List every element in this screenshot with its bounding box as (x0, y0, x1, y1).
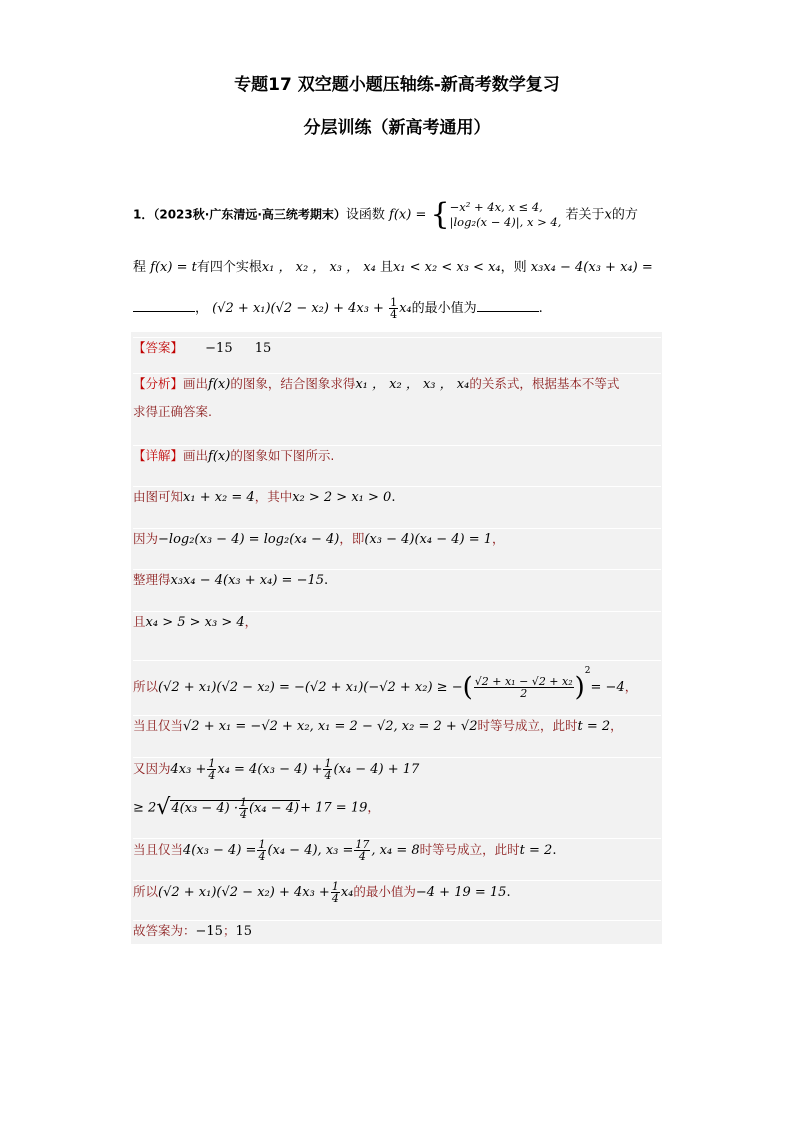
document-title: 专题17 双空题小题压轴练-新高考数学复习 (234, 75, 560, 95)
final-text: ； (222, 923, 236, 938)
step-text: . (506, 885, 511, 900)
step-math: ≥ 2 (133, 800, 157, 816)
denominator: 4 (358, 850, 366, 863)
step-text: . (552, 843, 557, 858)
fraction-quarter (331, 881, 340, 904)
step-math: (√2 + x₁)(√2 − x₂) + 4x₃ + (158, 885, 330, 900)
step-text: 时等号成立，此时 (419, 842, 520, 857)
final-answer (133, 920, 661, 942)
step-text: . (391, 490, 396, 505)
step-math: (x₄ − 4) + 17 (333, 762, 420, 777)
analysis-text: 的图象，结合图象求得 (230, 376, 356, 391)
answer-value-1: −15 (205, 341, 233, 356)
step-math: x₂ > 2 > x₁ > 0 (292, 490, 392, 505)
document-subtitle: 分层训练（新高考通用） (303, 118, 491, 138)
step-math: (x₃ − 4)(x₄ − 4) = 1 (364, 532, 493, 547)
fraction-quarter (239, 797, 248, 820)
step-math: t = 2 (577, 719, 611, 734)
detail-text: 画出 (183, 448, 209, 463)
step-4 (133, 611, 661, 633)
step-math: −4 + 19 = 15 (415, 885, 507, 900)
detail-label: 【详解】 (133, 448, 184, 463)
numerator: 17 (355, 838, 370, 851)
detail-row (133, 445, 661, 467)
step-math: 4x₃ + (170, 762, 207, 777)
analysis-label: 【分析】 (133, 376, 184, 391)
question-text: 的方 (611, 207, 638, 223)
equals-sign: = (415, 207, 427, 223)
step-text: 当且仅当 (133, 718, 184, 733)
piecewise-cases (450, 200, 562, 230)
step-math: , x₄ = 8 (371, 843, 420, 858)
step-1 (133, 486, 661, 508)
question-text: 程 (133, 260, 147, 275)
case-1: −x² + 4x, x ≤ 4, (449, 200, 543, 214)
expression-2: (√2 + x₁)(√2 − x₂) + 4x₃ + (212, 301, 384, 316)
function-name: f(x) (208, 377, 231, 392)
function-name: f(x) (389, 207, 412, 223)
step-10 (133, 880, 661, 904)
separator: ， (195, 301, 209, 316)
fraction-quarter (207, 758, 216, 781)
fraction-avg (474, 676, 574, 699)
question-text: 若关于 (565, 207, 605, 223)
step-math: 4(x₃ − 4) · (171, 800, 238, 816)
step-math: x₄ = 4(x₃ − 4) + (217, 762, 323, 777)
numerator: 1 (258, 838, 266, 851)
step-math: x₄ > 5 > x₃ > 4 (145, 615, 245, 630)
step-math: √2 + x₁ = −√2 + x₂, x₁ = 2 − √2, x₂ = 2 + √2 (183, 719, 478, 734)
analysis-row (133, 373, 661, 395)
step-text: 所以 (133, 679, 159, 694)
denominator: 4 (258, 850, 266, 863)
question-text: 的最小值为 (411, 301, 477, 316)
bracket-open: ( (462, 672, 473, 703)
case-2: |log₂(x − 4)|, x > 4, (449, 215, 562, 229)
step-math: (√2 + x₁)(√2 − x₂) = −(√2 + x₁)(−√2 + x₂) ≥ − (158, 680, 463, 695)
variables-list: x₁ ， x₂ ， x₃ ， x₄ (355, 377, 470, 392)
piecewise-brace: { (430, 197, 450, 232)
question-text: 有四个实根 (196, 260, 262, 275)
step-math: (x₄ − 4), x₃ = (267, 843, 354, 858)
step-text: ， (367, 799, 380, 815)
step-text: ，即 (339, 531, 365, 546)
step-math: x₄ (340, 885, 354, 900)
bracket-close: ) (574, 672, 585, 703)
step-math: + 17 = 19 (300, 800, 368, 816)
answer-blank-2[interactable] (477, 299, 539, 312)
step-text: 时等号成立，此时 (477, 718, 578, 733)
step-3 (133, 569, 661, 591)
step-text: ， (624, 679, 638, 694)
step-text: 又因为 (133, 761, 171, 776)
step-math: x₃x₄ − 4(x₃ + x₄) = −15 (170, 573, 325, 588)
sqrt-sign: √ (156, 795, 171, 820)
step-text: ， (610, 718, 623, 733)
denominator: 4 (208, 769, 216, 782)
analysis-text: 的关系式，根据基本不等式 (469, 376, 620, 391)
analysis-text: 求得正确答案. (133, 404, 212, 419)
question-text: 且 (379, 260, 393, 275)
fraction-quarter (389, 297, 398, 320)
step-math: x₁ + x₂ = 4 (183, 490, 255, 505)
step-5 (133, 660, 661, 701)
numerator: √2 + x₁ − √2 + x₂ (474, 675, 573, 688)
answer-blank-1[interactable] (133, 299, 195, 312)
detail-text: 的图象如下图所示. (230, 448, 335, 463)
roots-order: x₁ < x₂ < x₃ < x₄ (392, 260, 501, 275)
step-text: 当且仅当 (133, 842, 184, 857)
answer-label: 【答案】 (133, 340, 184, 355)
final-value-1: −15 (195, 924, 223, 939)
answer-row (133, 337, 661, 359)
question-number: 1． (133, 207, 154, 222)
step-8 (133, 795, 661, 821)
period: . (538, 301, 543, 316)
fraction-quarter (323, 758, 332, 781)
step-math: (x₄ − 4) (248, 800, 300, 816)
numerator: 1 (239, 795, 247, 809)
step-6 (133, 715, 661, 737)
step-text: ， (492, 531, 505, 546)
step-2 (133, 528, 661, 550)
roots-list: x₁ ， x₂ ， x₃ ， x₄ (261, 260, 376, 275)
analysis-row-2 (133, 402, 661, 423)
denominator: 2 (520, 687, 528, 700)
step-text: . (324, 573, 329, 588)
numerator: 1 (208, 757, 216, 770)
expression-2-tail: x₄ (399, 301, 412, 316)
fraction-quarter (257, 839, 266, 862)
equation: f(x) = t (150, 260, 197, 275)
step-math: = −4 (590, 680, 625, 695)
expression-1: x₃x₄ − 4(x₃ + x₄) = (530, 260, 653, 275)
function-name: f(x) (208, 449, 231, 464)
analysis-text: 画出 (183, 376, 209, 391)
step-math: 4(x₃ − 4) = (183, 843, 257, 858)
fraction-17-4 (354, 839, 370, 862)
final-value-2: 15 (235, 924, 253, 939)
question-text: ，则 (500, 260, 527, 275)
numerator: 1 (331, 880, 339, 893)
sqrt-content (170, 795, 300, 821)
answer-value-2: 15 (254, 341, 272, 356)
step-text: ，其中 (254, 489, 293, 504)
step-text: ， (244, 614, 258, 629)
step-text: 所以 (133, 884, 159, 899)
denominator: 4 (390, 308, 398, 321)
step-9 (133, 838, 661, 862)
denominator: 4 (324, 769, 332, 782)
step-text: 的最小值为 (353, 884, 416, 899)
denominator: 4 (239, 807, 247, 821)
step-7 (133, 757, 661, 781)
step-text: 由图可知 (133, 489, 184, 504)
step-text: 整理得 (133, 572, 171, 587)
numerator: 1 (324, 757, 332, 770)
step-text: 且 (133, 614, 146, 629)
step-text: 因为 (133, 531, 159, 546)
question-line-1 (133, 197, 663, 232)
step-math: −log₂(x₃ − 4) = log₂(x₄ − 4) (158, 532, 340, 547)
question-text: 设函数 (345, 207, 385, 223)
final-text: 故答案为： (133, 923, 196, 938)
variable-x: x (604, 207, 612, 223)
exponent: 2 (584, 666, 591, 676)
numerator: 1 (390, 296, 398, 309)
question-source: （2023秋·广东清远·高三统考期末） (153, 207, 346, 222)
question-line-3 (133, 297, 663, 320)
step-math: t = 2 (519, 843, 553, 858)
question-line-2 (133, 258, 663, 278)
denominator: 4 (331, 892, 339, 905)
